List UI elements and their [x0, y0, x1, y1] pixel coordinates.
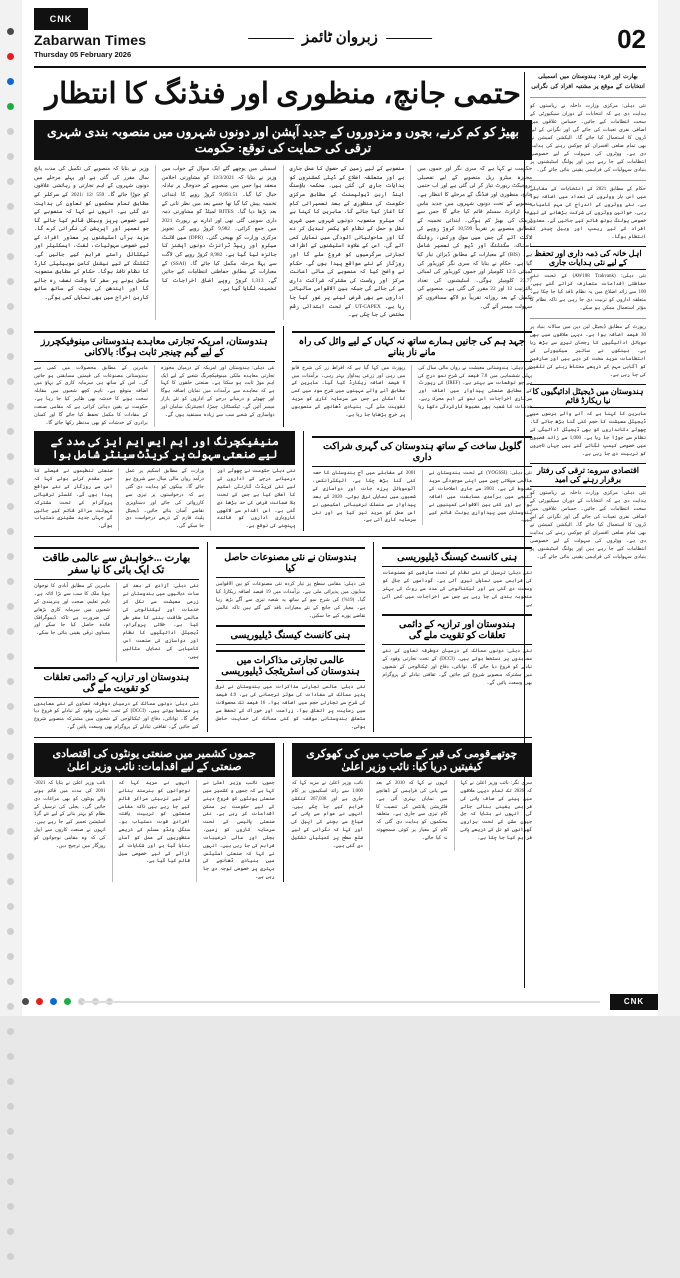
masthead	[34, 10, 646, 68]
lead-kicker: بھیڑ کو کم کرنے، بچوں و مزدوروں کے جدید آپشن اور دونوں شہروں میں منصوبہ بندی شہری ترقی کی حمایت کی توقع: حکومت	[34, 120, 532, 160]
sidebar-headline: ہندوستان میں ڈیجیٹل ادائیگیوں کا نیا ریکارڈ قائم	[530, 384, 646, 408]
story-paragraph: نائب وزیر اعلیٰ نے بتایا کہ 2021-2001 کی مدت میں قائم ہونے والے یونٹوں کو بھی مراعات دی جائیں گی۔ بجلی کی ترسیل کے نظام کو بہتر بنانے کے لیے نئے گرڈ اسٹیشن تعمیر کیے جا رہے ہیں۔ انہوں نے صنعت کاروں سے اپیل کی کہ وہ مقامی نوجوانوں کو روزگار میں ترجیح دیں۔	[34, 780, 106, 849]
story-sec-a-left	[34, 326, 284, 428]
publisher-logo	[34, 8, 88, 30]
story-headline: ہنی کانسٹ کیسنگ ڈیلیوریسی	[382, 547, 532, 567]
right-rail	[658, 0, 680, 1016]
story-row-c	[34, 542, 532, 732]
story-sec-b-right	[312, 431, 532, 531]
left-rail	[0, 0, 22, 1016]
story-headline: بھارت ...خواہش سے عالمی طاقت تک ایک بائی کا نیا سفر	[34, 547, 199, 580]
story-paragraph: نئی دہلی: مقامی سطح پر تیار کردہ نئی مصنوعات کو بین الاقوامی منڈیوں میں پذیرائی ملی ہے۔ برآمدات میں 19 فیصد اضافہ ریکارڈ کیا گیا۔ (19%) کی شرح نمو کے ساتھ یہ شعبہ تیزی سے آگے بڑھ رہا ہے۔ معیار کی جانچ کے نئے معیارات نافذ کیے گئے ہیں تاکہ عالمی تقاضے پورے کیے جا سکیں۔	[215, 582, 366, 619]
story-paragraph: نئی دہلی: حکومت نے چھوٹے اور درمیانے درجے کے اداروں کے لیے نئی کریڈٹ گارنٹی اسکیم کا اعلان کیا ہے جس کے تحت بلا ضمانت قرض کی حد بڑھا دی گئی ہے۔ اس اقدام سے لاکھوں کاروباری اداروں کو فائدہ پہنچنے کی توقع ہے۔	[216, 469, 296, 530]
story-paragraph: نئی دہلی: ہندوستان اور امریکہ کے درمیان مجوزہ تجارتی معاہدہ ملکی مینوفیکچرنگ شعبے کے لیے ایک اہم موڑ ثابت ہو سکتا ہے۔ صنعتی حلقوں کا کہنا ہے کہ معاہدے سے برآمدات میں نمایاں اضافہ ہوگا اور چھوٹے و درمیانے درجے کے اداروں کو نئے بازار میسر آئیں گے۔ ٹیکسٹائل، چمڑا، انجینئرنگ سامان اور دواسازی کے شعبے سب سے زیادہ مستفید ہوں گے۔	[160, 365, 275, 418]
story-paragraph: نئی دہلی: دونوں ممالک کے درمیان دوطرفہ تعاون کے نئے معاہدوں پر دستخط ہوئے ہیں۔ (DCCI) کے تحت تجارتی وفود کے تبادلے کو فروغ دیا جائے گا۔ توانائی، دفاع اور ٹیکنالوجی کے شعبوں میں مشترکہ منصوبے شروع کیے جائیں گے۔ ثقافتی تبادلے کے پروگرام بھی وسعت پائیں گے۔	[382, 649, 532, 686]
story-paragraph: رپورٹ میں کہا گیا ہے کہ افراط زر کی شرح قابو میں رہی اور زرعی پیداوار بہتر رہی۔ برآمدات میں 6 فیصد اضافہ ریکارڈ کیا گیا۔ ماہرین کے مطابق آنے والے مہینوں میں شرح سود میں کمی کا امکان ہے جس سے سرمایہ کاری کو مزید تقویت ملے گی۔ بنیادی ڈھانچے کے منصوبوں پر خرچ بڑھایا جا رہا ہے۔	[291, 365, 406, 418]
story-paragraph: ماہرین کے مطابق محصولات میں کمی سے ہندوستانی مصنوعات کی قیمتیں مسابقتی ہو جائیں گی۔ اس کے ساتھ ہی سرمایہ کاری کے بہاؤ میں اضافہ متوقع ہے۔ تاہم کچھ شعبوں میں مقابلہ سخت ہونے کا خدشہ بھی ظاہر کیا جا رہا ہے۔ حکومت نے یقین دہانی کرائی ہے کہ مقامی صنعت کے مفادات کا مکمل تحفظ کیا جائے گا اور کسان برادری کے خدشات کو بھی مدنظر رکھا جائے گا۔	[34, 365, 148, 426]
footer-logo	[610, 994, 658, 1010]
sidebar-paragraph: رپورٹ کے مطابق ڈیجیٹل لین دین میں سالانہ بنیاد پر 30 فیصد اضافہ ہوا ہے۔ دیہی علاقوں میں بھی موبائل ادائیگیوں کا رجحان تیزی سے بڑھ رہا ہے۔ بینکوں نے سائبر سیکیورٹی کے انتظامات مزید سخت کر دیے ہیں اور صارفین کو آگاہی مہم کے ذریعے محتاط رہنے کی تلقین کی جا رہی ہے۔	[530, 325, 646, 379]
page-sheet	[22, 10, 658, 988]
lead-paragraph: وزیر نے بتایا کہ منصوبے کی تکمیل کی مدت پانچ سال مقرر کی گئی ہے اور پہلے مرحلے میں دونوں شہروں کے اہم تجارتی و رہائشی علاقوں کو جوڑا جائے گا۔ 559 /12 /2021 کے سرکلر کے مطابق تمام محکموں کو تعاون کی ہدایت دی گئی ہے۔ انہوں نے کہا کہ منصوبے کے لیے خصوصی پرپز وہیکل قائم کیا جائے گا جو تعمیر اور آپریشن کی نگرانی کرے گا۔ مزید برآں اسٹیشنوں پر معذور افراد کے لیے خصوصی سہولیات، لفٹ، ایسکلیٹر اور ٹیکٹائل راستے فراہم کیے جائیں گے۔ ٹکٹنگ کے لیے نیشنل کامن موبیلیٹی کارڈ کا نظام نافذ ہوگا۔ حکام کے مطابق منصوبہ مکمل ہونے پر سفر کا وقت نصف رہ جائے گا اور ایندھن کی بچت کے ساتھ ساتھ کاربن اخراج میں بھی نمایاں کمی ہوگی۔	[34, 166, 149, 301]
paper-name: Zabarwan Times	[34, 32, 147, 48]
story-bottom-right	[292, 743, 533, 882]
story-paragraph: جموں: نائب وزیر اعلیٰ نے کہا ہے کہ جموں و کشمیر میں صنعتی یونٹوں کو فروغ دینے کے لیے حکومت ہر ممکن اقدامات کر رہی ہے۔ نئی صنعتی پالیسی کے تحت سرمایہ کاروں کو زمین، بجلی اور مالی ترغیبات فراہم کی جا رہی ہیں۔ انہوں نے کہا کہ صنعتی اسٹیٹس میں بنیادی ڈھانچے کی بہتری پر خصوصی توجہ دی جا رہی ہے۔	[203, 780, 275, 881]
lead-body	[34, 165, 532, 319]
lead-headline: حتمی جانچ، منظوری اور فنڈنگ کا انتظار	[45, 78, 521, 110]
publisher-logo-text: CNK	[49, 14, 73, 24]
story-paragraph: سری نگر: نائب وزیر اعلیٰ نے کہا کہ 2026 تک تمام دیہی علاقوں میں پینے کے صاف پانی کی فراہمی یقینی بنائی جائے گی۔ انہوں نے بتایا کہ جل جیون مشن کے تحت ہزاروں گھرانوں کو نل کے ذریعے پانی فراہم کیا جا چکا ہے۔	[460, 780, 532, 841]
page-number: 02	[617, 24, 646, 54]
story-paragraph: صنعتی تنظیموں نے فیصلے کا خیر مقدم کرتے ہوئے کہا کہ اس سے روزگار کے نئے مواقع پیدا ہوں گے۔ کلسٹر ترقیاتی پروگرام کے تحت مشترکہ سہولت مراکز قائم کیے جائیں گے جہاں جدید مشینری دستیاب ہوگی۔	[34, 469, 113, 530]
story-headline: ہندوستان اور ترازیہ کے دائمی تعلقات کو تقویت ملے گی	[382, 614, 532, 645]
lead-paragraph: منصوبے کے لیے زمین کے حصول کا عمل جاری ہے اور متعلقہ اضلاع کے ڈپٹی کمشنروں کو ہدایات جاری کی گئی ہیں۔ محکمہ ہاؤسنگ اینڈ اربن ڈیولپمنٹ کے مطابق مرکزی حکومت کی منظوری کے بعد تعمیراتی کام کا آغاز کیا جائے گا۔ ماہرین کا کہنا ہے کہ میٹرو منصوبہ دونوں شہروں میں شہری نقل و حمل کے نظام کو یکسر تبدیل کر دے گا اور ماحولیاتی آلودگی میں نمایاں کمی آئے گی۔ اس کے علاوہ اسٹیشنوں کے اطراف تجارتی سرگرمیوں کو فروغ ملے گا اور روزگار کے نئے مواقع پیدا ہوں گے۔ حکام نے واضح کیا کہ منصوبے کی مالی اعانت مرکز اور ریاست کی مشترکہ شراکت داری سے کی جائے گی جبکہ بین الاقوامی مالیاتی اداروں سے بھی قرض لینے پر غور کیا جا رہا ہے۔ UT-CAPEX کے تحت ابتدائی رقم مختص کی جا چکی ہے۔	[289, 166, 405, 319]
story-bottom-left	[34, 743, 284, 882]
footer-rule	[82, 1001, 600, 1003]
story-paragraph: نئی دہلی: دونوں ممالک کے درمیان دوطرفہ تعاون کے نئے معاہدوں پر دستخط ہوئے ہیں۔ (DCCI) کے تحت تجارتی وفود کے تبادلے کو فروغ دیا جائے گا۔ توانائی، دفاع اور ٹیکنالوجی کے شعبوں میں مشترکہ منصوبے شروع کیے جائیں گے۔ ثقافتی تبادلے کے پروگرام بھی وسعت پائیں گے۔	[34, 701, 199, 731]
page-footer	[22, 994, 658, 1012]
paper-name-urdu: زبروان ٹائمز	[302, 30, 378, 46]
sidebar-headline: اقتصادی سروے: ترقی کی رفتار برقرار رہنے کی امید	[530, 463, 646, 487]
left-rail-dots	[7, 28, 15, 1278]
story-sec-c-4	[382, 542, 532, 732]
story-headline: جہد ہم کی جانیں ہمارے ساتھ نہ کہاں کے لیے وائل کی راہ مانے ناز بنانے	[292, 331, 533, 362]
story-headline: جموں کشمیر میں صنعتی یونٹوں کی اقتصادی صنعتی کے لیے اقدامات: نائب وزیر اعلیٰ	[34, 743, 275, 777]
story-row-a	[34, 326, 532, 428]
story-headline: منیفیکچرنگ اور ایم ایس ایم ایز کی مدد کے لیے صنعتی سہولت پر کریڈٹ سینٹر شامل ہوا	[34, 431, 295, 465]
story-headline: عالمی تجارتی مذاکرات میں ہندوستان کی اسٹریٹجک ڈیلیوریسی	[216, 650, 366, 681]
story-paragraph: نائب وزیر اعلیٰ نے مزید کہا کہ 1,000 سے زائد اسکیموں پر کام جاری ہے اور 267,038 کنکشن فراہم کیے جا چکے ہیں۔ انہوں نے عوام سے پانی کے ضیاع سے بچنے کی اپیل کی اور کہا کہ نگرانی کے لیے ضلع سطح پر کمیٹیاں تشکیل دی گئی ہیں۔	[291, 780, 363, 849]
sidebar-paragraph: ماہرین کا کہنا ہے کہ آنے والے برسوں میں ڈیجیٹل معیشت کا حجم کئی گنا بڑھ جائے گا۔ چھوٹے دکانداروں کو بھی ڈیجیٹل ادائیگی کے نظام سے جوڑا جا رہا ہے۔ 1,000 سے زائد قصبوں میں خصوصی کیمپ لگائے گئے ہیں جہاں تاجروں کو تربیت دی جا رہی ہے۔	[530, 412, 646, 458]
story-headline: ہنی کانسٹ کیسنگ ڈیلیوریسی	[216, 625, 366, 645]
story-paragraph: ماہرین کے مطابق آبادی کا نوجوان ہونا ملک کا سب سے بڑا اثاثہ ہے۔ تاہم تعلیم، صحت اور ہنرمندی کے شعبوں میں سرمایہ کاری بڑھانے کی ضرورت ہے تاکہ ڈیموگرافک فائدہ حاصل کیا جا سکے اور مساوی ترقی یقینی بنائی جا سکے۔	[34, 584, 110, 637]
story-paragraph: 2001 کے مقابلے میں آج ہندوستان کا حصہ کئی گنا بڑھ چکا ہے۔ الیکٹرانکس، آٹوموبائل پرزہ جات اور دواسازی کے شعبوں میں نمایاں ترقی ہوئی۔ 2020 کے بعد پیداوار سے منسلک ترغیباتی اسکیموں نے اس عمل کو مزید تیز کیا ہے اور نئی سرمایہ کاری آئی ہے۔	[312, 471, 416, 524]
story-headline: ہندوستان، امریکہ تجارتی معاہدے ہندوستانی مینوفیکچررز کے لیے گیم چینجر ثابت ہوگا: بالاکانی	[34, 331, 275, 362]
story-paragraph: نئی دہلی: ترسیل کے نئے نظام کے تحت صارفین کو مصنوعات کی فراہمی میں نمایاں تیزی آئی ہے۔ گوداموں کے جال کو وسعت دی گئی ہے اور ٹیکنالوجی کی مدد سے روٹ کی بہتر منصوبہ بندی کی جا رہی ہے جس سے اخراجات میں کمی آئی ہے۔	[382, 571, 532, 608]
story-headline: گلوبل ساخت کے ساتھ ہندوستان کی گہری شراکت داری	[312, 436, 532, 467]
story-sec-b-left	[34, 431, 304, 531]
story-sec-c-2	[216, 542, 375, 732]
story-paragraph: وزارت کے مطابق اسکیم پر عمل درآمد رواں مالی سال سے شروع ہو جائے گا۔ بینکوں کو ہدایت دی گئی ہے کہ درخواستوں پر تیزی سے کارروائی کی جائے اور دستاویزی تقاضے آسان بنائے جائیں۔ ڈیجیٹل پلیٹ فارم کے ذریعے درخواست دی جا سکے گی۔	[125, 469, 204, 530]
story-sec-c-1	[34, 542, 208, 732]
story-paragraph: انہوں نے کہا کہ 2010 کے بعد سے پانی کی فراہمی کے ڈھانچے میں نمایاں بہتری آئی ہے۔ فلٹریشن پلانٹس کی تنصیب کا کام تیزی سے جاری ہے۔ متعلقہ محکموں کو ہدایت دی گئی کہ کام کے معیار پر کوئی سمجھوتہ نہ کیا جائے۔	[376, 780, 448, 841]
story-headline: ہندوستان نے نئی مصنوعات حاصل کیا	[216, 547, 366, 578]
story-sec-a-right	[292, 326, 533, 428]
story-headline: ہندوستان اور ترازیہ کے دائمی تعلقات کو تقویت ملے گی	[34, 667, 199, 698]
paper-date: Thursday 05 February 2026	[34, 50, 132, 59]
sidebar-headline: اہل خانہ کی ذمہ داری اور تحفظ کے لیے نئی ہدایات جاری	[530, 246, 646, 270]
story-headline: چوتھےقومی کی قبر کے صاحب میں کی کھوکری کیفیتیں دریا کیا: نائب وزیر اعلیٰ	[292, 743, 533, 777]
footer-logo-text: CNK	[623, 997, 645, 1006]
story-paragraph: نئی دہلی: آزادی کے بعد کے سات دہائیوں میں ہندوستان نے زرعی معیشت سے نکل کر خدمات اور ٹیکنالوجی کی عالمی طاقت بننے کا سفر طے کیا ہے۔ خلائی پروگرام، ڈیجیٹل ادائیگیوں کا نظام اور دواسازی کی صنعت اس کامیابی کی نمایاں مثالیں ہیں۔	[122, 584, 199, 660]
story-paragraph: نئی دہلی: (YOGSSI) کے تحت ہندوستان نے عالمی سپلائی چین میں اپنی موجودگی مزید مضبوط کی ہے۔ 2003 سے جاری اصلاحات کے نتیجے میں برآمدی مسابقت میں اضافہ ہوا ہے اور کئی بین الاقوامی کمپنیوں نے ہندوستان میں پیداواری یونٹ قائم کیے ہیں۔	[428, 471, 532, 524]
sidebar-paragraph: نئی دہلی: مرکزی وزارت داخلہ نے ریاستوں کو ہدایت دی ہے کہ انتخابات کے دوران سیکیورٹی کے سخت انتظامات کیے جائیں۔ حساس علاقوں میں اضافی نفری تعینات کی جائے گی اور نگرانی کے لیے ڈرون کا استعمال کیا جائے گا۔ الیکشن کمیشن نے بھی تمام ضلعی افسران کو چوکس رہنے کی ہدایت دی ہے۔ ووٹروں کی سہولت کے لیے خصوصی انتظامات کیے جا رہے ہیں اور پولنگ اسٹیشنوں پر بنیادی سہولیات کی فراہمی یقینی بنائی جائے گی۔	[530, 104, 646, 174]
story-paragraph: نئی دہلی: عالمی تجارتی مذاکرات میں ہندوستان نے ترقی پذیر ممالک کے مفادات کی مؤثر ترجمانی کی ہے۔ 4.9 فیصد کی شرح سے تجارتی حجم میں اضافہ ہوا۔ 16 فیصد تک محصولات میں رعایت پر اتفاق ہوا۔ زراعت اور خوراک کے تحفظ سے متعلق ہندوستانی موقف کو کئی ممالک کی حمایت حاصل ہوئی۔	[215, 685, 366, 730]
sidebar-headline: بھارت اور غزہ: ہندوستان میں اسمبلی انتخابات کے موقع پر مشتبہ افراد کی نگرانی	[531, 74, 645, 91]
section-divider	[34, 536, 532, 537]
section-divider	[34, 737, 532, 738]
sidebar-paragraph: نئی دہلی: مرکزی وزارت داخلہ نے ریاستوں کو ہدایت دی ہے کہ انتخابات کے دوران سیکیورٹی کے سخت انتظامات کیے جائیں۔ حساس علاقوں میں اضافی نفری تعینات کی جائے گی اور نگرانی کے لیے ڈرون کا استعمال کیا جائے گا۔ الیکشن کمیشن نے بھی تمام ضلعی افسران کو چوکس رہنے کی ہدایت دی ہے۔ ووٹروں کی سہولت کے لیے خصوصی انتظامات کیے جا رہے ہیں اور پولنگ اسٹیشنوں پر بنیادی سہولیات کی فراہمی یقینی بنائی جائے گی۔	[530, 491, 646, 561]
story-row-b	[34, 431, 532, 531]
story-paragraph: انہوں نے مزید کہا کہ نوجوانوں کو ہنرمند بنانے کے لیے تربیتی مراکز قائم کیے جا رہے ہیں تاکہ مقامی صنعتوں کو تربیت یافتہ افرادی قوت دستیاب ہو۔ سنگل ونڈو سسٹم کے ذریعے منظوریوں کے عمل کو آسان بنایا گیا ہے اور شکایات کے ازالے کے لیے خصوصی سیل قائم کیا گیا ہے۔	[118, 780, 190, 865]
sidebar-column	[524, 72, 646, 988]
main-column	[34, 72, 532, 988]
lead-paragraph: حکومت نے کہا ہے کہ سری نگر اور جموں میں مجوزہ میٹرو ریل منصوبے کے لیے تفصیلی پروجیکٹ رپورٹ تیار کر لی گئی ہے اور اب حتمی جانچ، منظوری اور فنڈنگ کے مرحلے کا انتظار ہے۔ منصوبے کے تحت دونوں شہروں میں جدید ماس ریپڈ ٹرانزٹ سسٹم قائم کیا جائے گا جس سے ٹریفک کی بھیڑ کم ہوگی۔ ابتدائی تخمینہ کے مطابق منصوبے پر تقریباً 10,599 کروڑ روپے کی لاگت آئے گی جس میں سول ورکس، رولنگ اسٹاک، سگنلنگ اور ڈپو کی تعمیر شامل ہے۔ (BIS) کے معیارات کے مطابق ڈیزائن تیار کیا گیا ہے۔ حکام نے بتایا کہ سری نگر کوریڈور کی لمبائی 12.5 کلومیٹر اور جموں کوریڈور کی لمبائی 23.77 کلومیٹر ہوگی۔ اسٹیشنوں کی تعداد بالترتیب 12 اور 22 مقرر کی گئی ہے۔ منصوبے کی تکمیل کے بعد روزانہ تقریباً دو لاکھ مسافروں کو سہولت میسر آئے گی۔	[417, 166, 532, 310]
sidebar-paragraph: نئی دہلی: (AW108 Trakvank) کے تحت نئے حفاظتی اقدامات متعارف کرائے گئے ہیں۔ 100 سے زائد اضلاع میں یہ نظام نافذ کیا جا چکا ہے۔ متعلقہ اداروں کو تربیت دی جا رہی ہے تاکہ نظام کا مؤثر استعمال ممکن ہو سکے۔	[530, 274, 646, 312]
story-row-bottom	[34, 743, 532, 882]
sidebar-paragraph: حکام کے مطابق 2021 کے انتخابات کے مقابلے میں اس بار ووٹروں کی تعداد میں اضافہ ہوا ہے۔ نئے ووٹروں کے اندراج کی مہم کامیاب رہی۔ خواتین ووٹروں کی شرکت بڑھانے کے لیے خصوصی پولنگ بوتھ قائم کیے جائیں گے۔ معذور افراد کے لیے ریمپ اور وہیل چیئر کا انتظام ہوگا۔	[530, 187, 646, 241]
story-paragraph: نئی دہلی: ہندوستانی معیشت نے رواں مالی سال کی پہلی ششماہی میں 7.8 فیصد کی شرح نمو درج کی ہے جو توقعات سے بہتر ہے۔ (IREF) کی رپورٹ کے مطابق صنعتی پیداوار میں اضافہ اور سرکاری اخراجات اس نمو کے اہم محرک رہے۔ خدمات کا شعبہ بھی مضبوط کارکردگی دکھا رہا ہے۔	[418, 365, 532, 418]
page-body	[34, 72, 646, 988]
lead-paragraph: اسمبلی میں پوچھے گئے ایک سوال کے جواب میں وزیر نے بتایا کہ 12/3/2021 کو مشاورتی اجلاس منعقد ہوا جس میں منصوبے کے خدوخال پر تبادلہ خیال کیا گیا۔ 9,893.51 کروڑ روپے کا ابتدائی تخمینہ پیش کیا گیا تھا جسے بعد میں نظر ثانی کے بعد بڑھا دیا گیا۔ RITES لمیٹڈ کو مشاورتی ذمہ داری سونپی گئی تھی اور ادارے نے رپورٹ 2021 میں جمع کرائی۔ 9,982 کروڑ روپے کی تجویز مرکزی وزارت کو بھیجی گئی۔ (DPR) میں لائٹ میٹرو اور ریپڈ ٹرانزٹ دونوں آپشنز کا جائزہ لیا گیا ہے۔ 8,982 کروڑ روپے کی لاگت سے پہلا مرحلہ مکمل کیا جائے گا۔ (SSAI) کے معیارات کے مطابق حفاظتی انتظامات کیے جائیں گے۔ 1,313 کروڑ روپے اضافی اخراجات کا تخمینہ لگایا گیا ہے۔	[161, 166, 277, 293]
